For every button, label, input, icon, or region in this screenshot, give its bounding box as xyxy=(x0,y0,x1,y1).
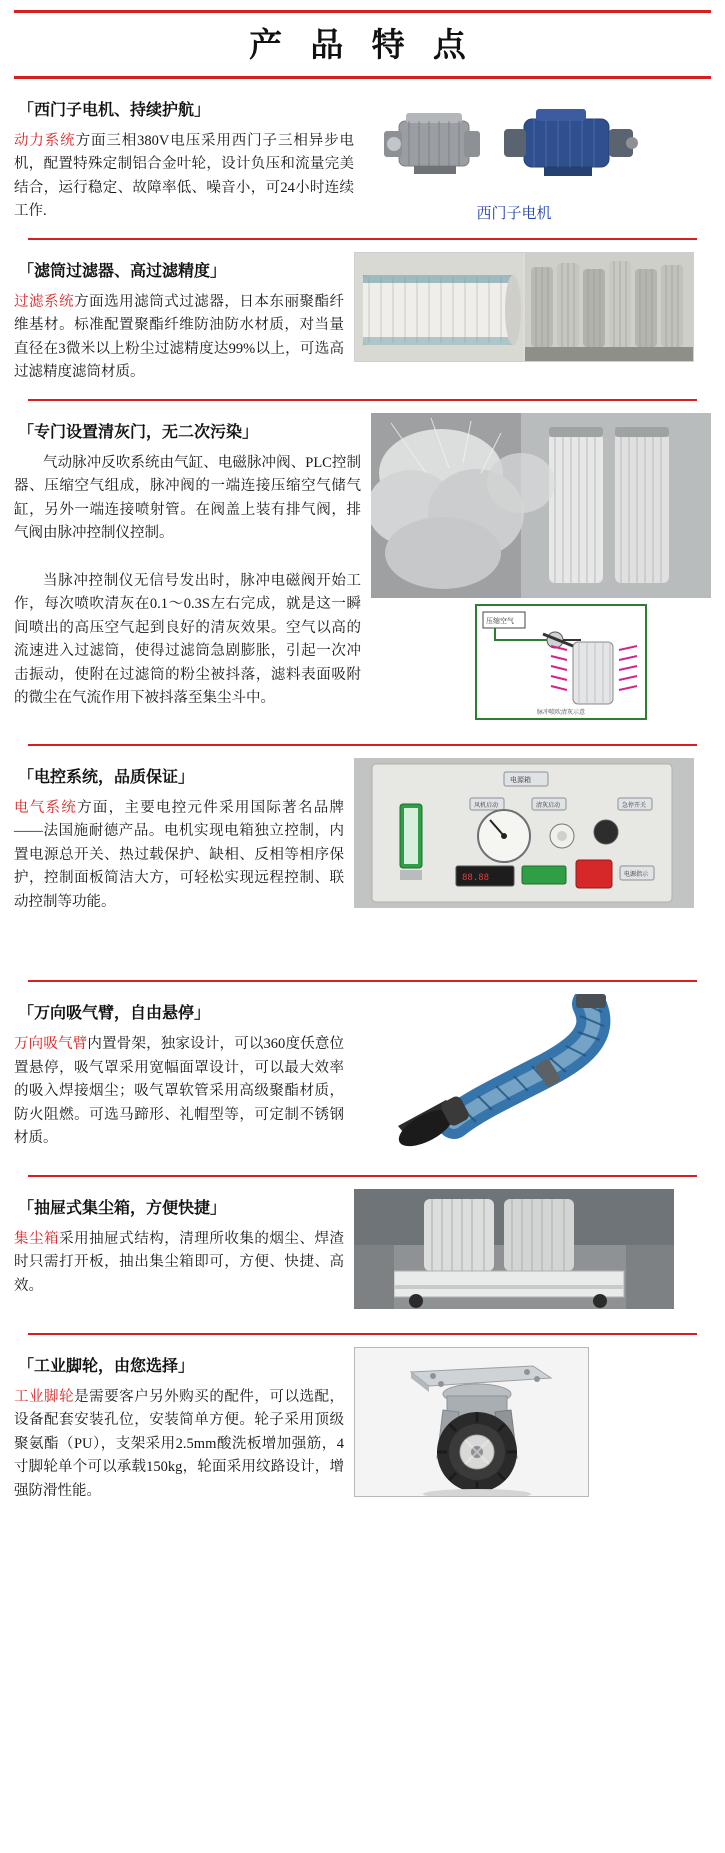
section-suction-arm xyxy=(0,982,725,1176)
siemens-motor-illustration xyxy=(364,91,664,196)
industrial-caster-photo xyxy=(354,1347,589,1497)
keyword-highlight: 集尘箱 xyxy=(14,1230,60,1247)
title-block xyxy=(0,0,725,79)
section-body xyxy=(14,130,354,224)
svg-text:电源指示: 电源指示 xyxy=(624,870,649,878)
section-pulse-cleaning xyxy=(0,401,725,746)
section-heading: 「西门子电机、持续护航」 xyxy=(18,102,211,119)
svg-text:风机启动: 风机启动 xyxy=(474,801,499,809)
section-heading: 「滤筒过滤器、高过滤精度」 xyxy=(18,262,227,280)
section-body xyxy=(14,291,344,385)
section-body-text: 内置骨架，独家设计，可以360度仸意位置悬停，吸气罩采用宽幅面罩设计，可以最大效率的吸入焊接烟尘；吸气罩软管采用高级聚酯材质，防火阻燃。可选马蹄形、礼帽型等，可定制不锈钢材质。 xyxy=(14,1036,345,1147)
section-body-text: 采用抽屉式结构，清理所收集的烟尘、焊渣时只需打开板，抽出集尘箱即可，方便、快捷、高效。 xyxy=(14,1230,345,1294)
paragraph-text: 当脉冲控制仪无信号发出时，脉冲电磁阀开始工作，每次喷吹清灰在0.1～0.3S左右完成，就是这一瞬间喷出的高压空气起到良好的清灰效果。空气以高的流速进入过滤筒，使得过滤筒急剧膨胀，引起一次冲击振动，使附在过滤筒的粉尘被抖落，滤料表面吸附的微尘在气流作用下被抖落至集尘斗中。 xyxy=(14,572,361,707)
section-dust-drawer xyxy=(0,1177,725,1335)
section-body xyxy=(14,1033,344,1150)
section-heading: 「抽屉式集尘箱，方便快捷」 xyxy=(18,1199,227,1217)
section-heading: 「专门设置清灰门，无二次污染」 xyxy=(18,423,259,441)
figure-caption: 西门子电机 xyxy=(476,206,552,222)
section-body-text: 是需要客户另外购买的配件，可以选配，设备配套安装孔位，安装简单方便。轮子采用顶级聚氨酯（PU），支架采用2.5mm酸洗板增加强筋，4寸脚轮单个可以承载150kg，轮面采用纹路设计，增强防滑性能。 xyxy=(14,1388,345,1499)
section-body-text: 方面三相380V电压采用西门子三相异步电机，配置特殊定制铝合金叶轮，设计负压和流量完美结合，运行稳定、故障率低、噪音小，可24小时连续工作. xyxy=(14,133,354,220)
keyword-highlight: 过滤系统 xyxy=(14,293,75,310)
section-body-paragraph-2 xyxy=(14,570,361,711)
suction-arm-photo xyxy=(354,994,684,1149)
svg-text:脉冲喷吹清灰示意: 脉冲喷吹清灰示意 xyxy=(537,708,586,716)
figure-suction-arm xyxy=(354,994,684,1149)
svg-text:急停开关: 急停开关 xyxy=(622,801,647,809)
keyword-highlight: 电气系统 xyxy=(14,799,78,816)
keyword-highlight: 万向吸气臂 xyxy=(14,1036,88,1053)
suction-arm-illustration xyxy=(354,994,684,1149)
siemens-motor-photo xyxy=(364,91,664,196)
svg-text:电源箱: 电源箱 xyxy=(510,775,531,784)
section-industrial-caster xyxy=(0,1335,725,1517)
figure-siemens-motor xyxy=(364,91,664,223)
svg-text:压缩空气: 压缩空气 xyxy=(486,616,514,625)
section-body-paragraph-1 xyxy=(14,452,361,546)
paragraph-text: 气动脉冲反吹系统由气缸、电磁脉冲阀、PLC控制器、压缩空气组成，脉冲阀的一端连接压缩空气储气缸，另外一端连接喷射管。在阀盖上装有排气阀，排气阀由脉冲控制仪控制。 xyxy=(14,454,361,542)
dust-drawer-illustration xyxy=(354,1189,674,1309)
control-panel-illustration xyxy=(354,758,694,908)
figure-control-panel xyxy=(354,758,694,908)
svg-text:88.88: 88.88 xyxy=(462,872,490,883)
pulse-jet-diagram-illustration xyxy=(477,606,645,718)
section-body xyxy=(14,1228,344,1298)
filter-cartridges-illustration xyxy=(355,253,694,362)
section-heading: 「电控系统，品质保证」 xyxy=(18,768,195,786)
section-heading: 「万向吸气臂，自由悬停」 xyxy=(18,1005,211,1023)
section-body-text: 方面选用滤筒式过滤器，日本东丽聚酯纤维基材。标准配置聚酯纤维防油防水材质，对当量直径在3微米以上粉尘过滤精度达99%以上，可选高过滤精度滤筒材质。 xyxy=(14,293,345,381)
keyword-highlight: 动力系统 xyxy=(14,133,76,149)
section-body-text: 方面，主要电控元件采用国际著名品牌——法国施耐德产品。电机实现电箱独立控制，内置电源总开关、热过载保护、缺相、反相等相序保护，控制面板简洁大方，可轻松实现远程控制、联动控制等功能。 xyxy=(14,799,345,910)
pulse-jet-diagram xyxy=(475,604,647,720)
section-body xyxy=(14,797,344,914)
filter-cartridges-photo xyxy=(354,252,694,362)
figure-filter-cartridges xyxy=(354,252,694,362)
page-title: 产 品 特 点 xyxy=(249,28,476,64)
dust-drawer-photo xyxy=(354,1189,674,1309)
figure-dust-drawer xyxy=(354,1189,674,1309)
section-siemens-motor xyxy=(0,79,725,240)
control-panel-photo xyxy=(354,758,694,908)
industrial-caster-illustration xyxy=(355,1348,588,1496)
figure-pulse-cleaning xyxy=(371,413,711,720)
pulse-cleaning-illustration xyxy=(371,413,711,598)
section-heading: 「工业脚轮，由您选择」 xyxy=(18,1357,195,1375)
pulse-cleaning-photo xyxy=(371,413,711,598)
keyword-highlight: 工业脚轮 xyxy=(14,1388,75,1405)
section-control-system xyxy=(0,746,725,982)
section-filter-cartridges xyxy=(0,240,725,401)
figure-industrial-caster xyxy=(354,1347,589,1497)
section-body xyxy=(14,1386,344,1503)
svg-text:清灰启动: 清灰启动 xyxy=(536,801,561,809)
